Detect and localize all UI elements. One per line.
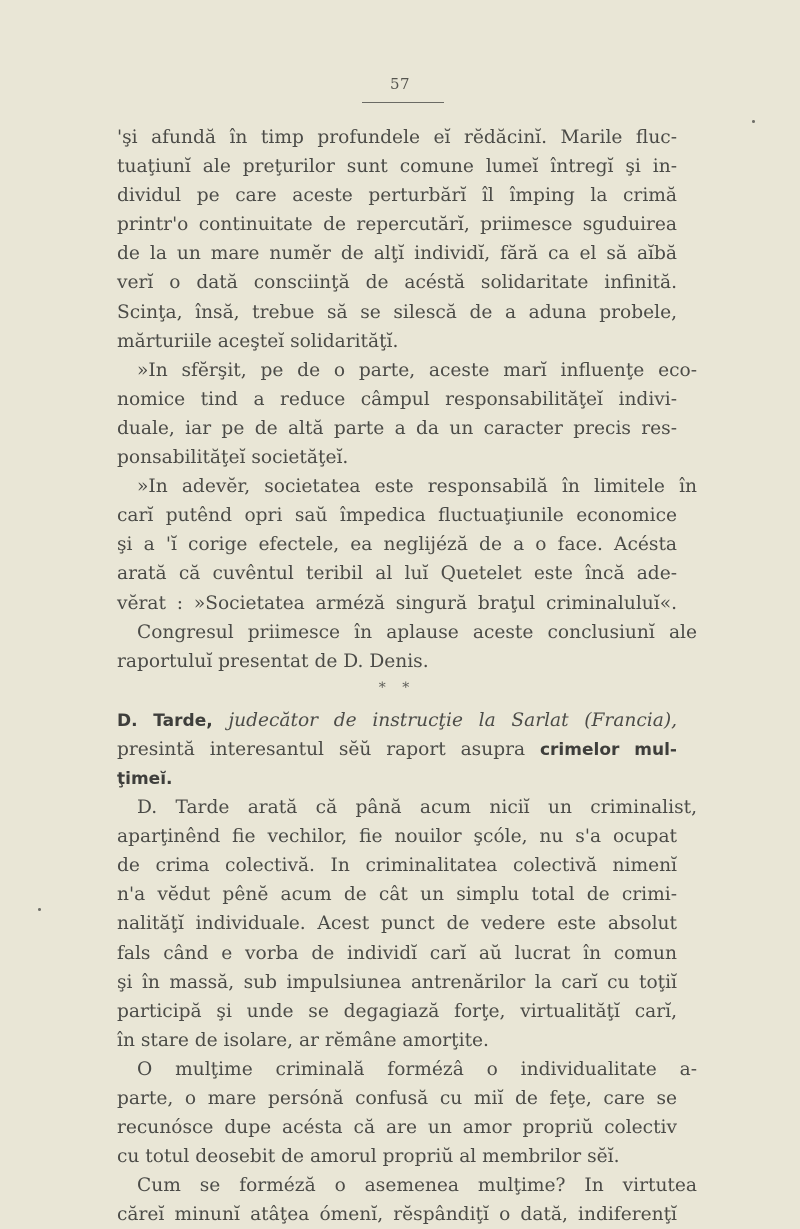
line-text: nalităţĭ individuale. Acest punct de vedere este absolut <box>117 913 677 935</box>
line-text: ponsabilităţeĭ societăţeĭ. <box>117 447 349 469</box>
text-line <box>117 706 677 735</box>
text-line <box>117 152 677 181</box>
text-line <box>117 909 677 938</box>
text-line <box>117 501 677 530</box>
line-text: aparţinênd fie vechilor, fie nouilor şcóle, nu s'a ocupat <box>117 826 677 848</box>
text-line <box>117 1113 677 1142</box>
text-line <box>117 559 677 588</box>
author-name: D. Tarde, <box>117 710 213 731</box>
text-line <box>117 647 677 676</box>
line-text: verĭ o dată consciinţă de acéstă solidaritate infinită. <box>117 272 677 294</box>
text-line <box>117 530 677 559</box>
text-line <box>117 239 677 268</box>
line-text: »In adevĕr, societatea este responsabilă în limitele în <box>137 476 697 498</box>
line-text: de la un mare numĕr de alţĭ individĭ, fără ca el să aĭbă <box>117 243 677 265</box>
text-line <box>117 793 697 822</box>
text-line <box>117 210 677 239</box>
line-text: raportuluĭ presentat de D. Denis. <box>117 650 429 672</box>
text-line <box>117 1055 697 1084</box>
text-line <box>117 764 677 793</box>
line-text: tuaţiunĭ ale preţurilor sunt comune lumeĭ întregĭ şi in- <box>117 156 677 178</box>
line-text: Congresul priimesce în aplause aceste conclusiunĭ ale <box>137 621 697 643</box>
line-text: printr'o continuitate de repercutărĭ, priimesce sguduirea <box>117 214 677 236</box>
line-text: participă şi unde se degagiază forţe, virtualităţĭ carĭ, <box>117 1000 677 1022</box>
text-line <box>117 880 677 909</box>
line-text: căreĭ minunĭ atâţea ómenĭ, rĕspândiţĭ o dată, indiferenţĭ <box>117 1204 677 1226</box>
author-title: judecător de instrucţie la Sarlat (Francia), <box>228 709 677 731</box>
text-line <box>117 822 677 851</box>
line-text: cu totul deosebit de amorul propriŭ al membrilor sĕĭ. <box>117 1146 620 1168</box>
line-text: şi în massă, sub impulsiunea antrenărilor la carĭ cu toţiĭ <box>117 971 677 993</box>
text-line <box>117 443 677 472</box>
line-text: fals când e vorba de individĭ carĭ aŭ lucrat în comun <box>117 942 677 964</box>
body-text <box>117 123 697 1229</box>
line-text: mărturiile aceşteĭ solidarităţĭ. <box>117 330 399 352</box>
line-text: recunósce dupe acésta că are un amor propriŭ colectiv <box>117 1117 677 1139</box>
line-text: parte, o mare persónă confusă cu miĭ de feţe, care se <box>117 1088 677 1109</box>
line-text: şi a 'ĭ corige efectele, ea neglijéză de a o face. Acésta <box>117 534 677 556</box>
text-line <box>117 268 677 297</box>
line-text: »In sfĕrşit, pe de o parte, aceste marĭ influenţe eco- <box>137 359 697 381</box>
text-line <box>117 1200 677 1229</box>
text-line <box>117 327 677 356</box>
paper-speck <box>38 908 41 911</box>
bold-text: ţimeĭ. <box>117 768 173 789</box>
text-line <box>117 939 677 968</box>
bold-text: crimelor mul- <box>539 739 677 760</box>
line-text: de crima colectivă. In criminalitatea colectivă nimenĭ <box>117 855 677 877</box>
text-line <box>117 618 697 647</box>
section-separator <box>117 676 677 700</box>
text-line <box>117 414 677 443</box>
line-text: arată că cuvêntul teribil al luĭ Quetelet este încă ade- <box>117 563 677 585</box>
text-line <box>117 181 677 210</box>
line-text: O mulţime criminală formézâ o individualitate a- <box>137 1058 697 1080</box>
text-line <box>117 1026 677 1055</box>
text-line <box>117 851 677 880</box>
text-line <box>117 968 677 997</box>
line-text: în stare de isolare, ar rĕmâne amorţite. <box>117 1029 489 1051</box>
text-line <box>117 472 697 501</box>
text-line <box>117 1171 697 1200</box>
text-line <box>117 1142 677 1171</box>
paper-speck <box>752 120 755 123</box>
line-text: n'a vĕdut pênĕ acum de cât un simplu total de crimi- <box>117 884 677 906</box>
line-text: nomice tind a reduce câmpul responsabilităţeĭ indivi- <box>117 388 677 410</box>
line-text: Scinţa, însă, trebue să se silescă de a aduna probele, <box>117 301 677 323</box>
text-line <box>117 1084 677 1113</box>
text-line <box>117 385 677 414</box>
text-line <box>117 298 677 327</box>
text-line <box>117 997 677 1026</box>
line-text: D. Tarde arată că până acum niciĭ un criminalist, <box>137 797 697 819</box>
header-rule <box>362 102 444 103</box>
page-number: 57 <box>389 75 411 93</box>
line-text: duale, iar pe de altă parte a da un caracter precis res- <box>117 417 677 439</box>
text-line <box>117 735 677 764</box>
line-text: presintă interesantul sĕŭ raport asupra <box>117 738 526 760</box>
line-text: * * <box>378 679 416 696</box>
line-text: dividul pe care aceste perturbărĭ îl împing la crimă <box>117 185 677 207</box>
line-text: 'şi afundă în timp profundele eĭ rĕdăcinĭ. Marile fluc- <box>117 127 677 148</box>
line-text: Cum se forméză o asemenea mulţime? In virtutea <box>137 1175 697 1197</box>
line-text: carĭ putênd opri saŭ împedica fluctuaţiunile economice <box>117 505 677 527</box>
text-line <box>117 123 677 152</box>
line-text: vĕrat : »Societatea arméză singură braţul criminaluluĭ«. <box>117 592 677 614</box>
text-line <box>117 589 677 618</box>
text-line <box>117 356 697 385</box>
